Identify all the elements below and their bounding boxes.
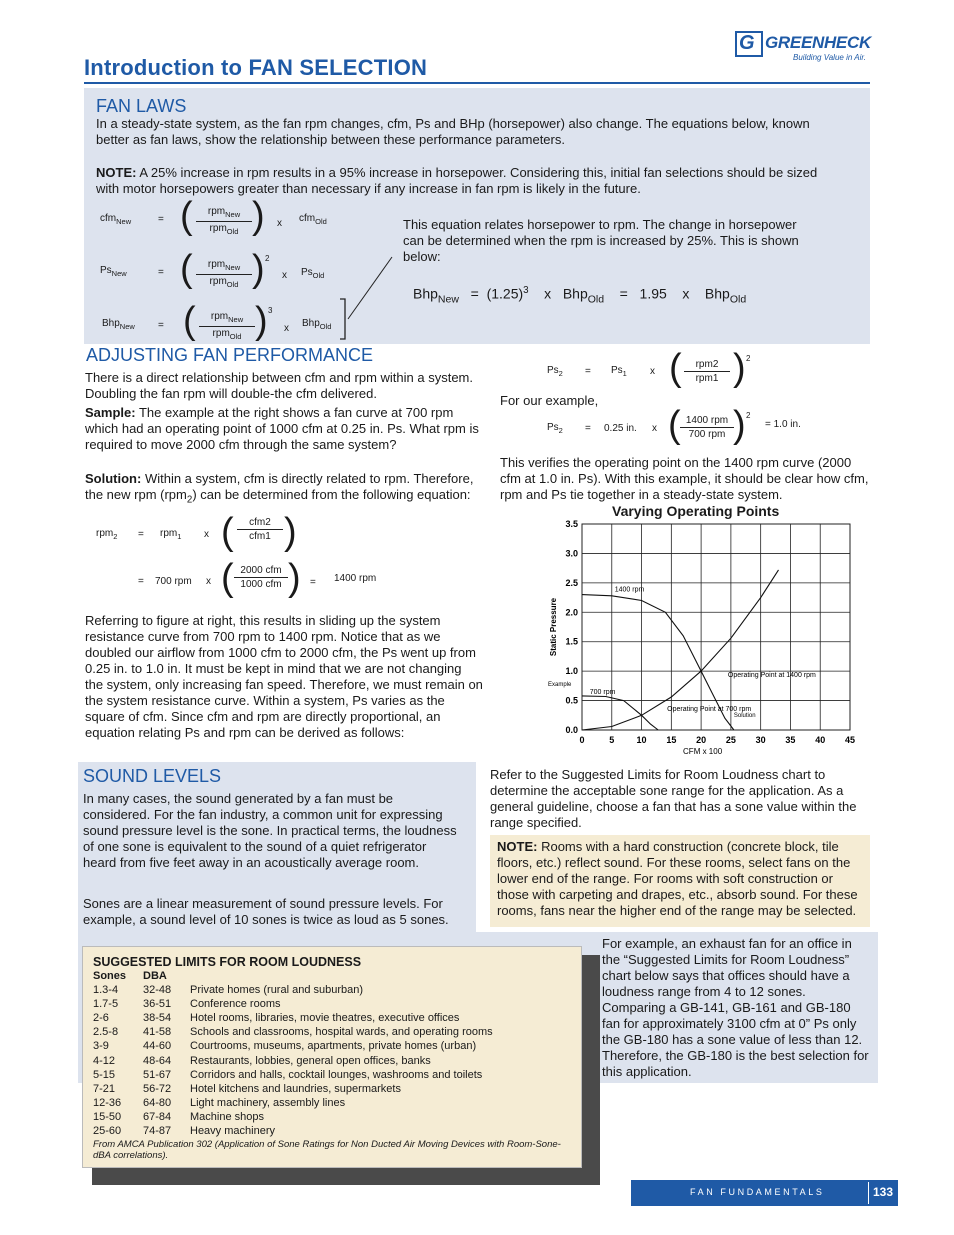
- fan-laws-note: NOTE: A 25% increase in rpm results in a 95% increase in horsepower. Considering this, initial fan selections should be sized with motor horsepowers greater than necessary if any increase in fan rpm is likely in the future.: [96, 165, 818, 196]
- table-title: SUGGESTED LIMITS FOR ROOM LOUDNESS: [93, 955, 362, 969]
- eq-ps-example-frac: 1400 rpm 700 rpm: [680, 414, 734, 441]
- x-tick-label: 20: [696, 735, 707, 745]
- eq-ps-frac: rpm$_{New}$ rpm$_{Old}$: [196, 258, 252, 291]
- room-type-cell: Hotel kitchens and laundries, supermarkets: [190, 1082, 401, 1095]
- eq-bhp-lhs: Bhp$_{New}$: [102, 318, 135, 331]
- page-title: Introduction to FAN SELECTION: [84, 55, 428, 80]
- footer-divider: [868, 1182, 869, 1204]
- room-type-cell: Courtrooms, museums, apartments, private homes (urban): [190, 1040, 477, 1053]
- series-label-700: 700 rpm: [589, 688, 616, 696]
- adjusting-intro: There is a direct relationship between cfm and rpm within a system. Doubling the fan rpm will double-the cfm delivered.: [85, 370, 474, 401]
- sones-cell: 3-9: [93, 1040, 109, 1053]
- dba-cell: 64-80: [143, 1096, 172, 1109]
- sound-example: For example, an exhaust fan for an office in the “Suggested Limits for Room Loudness” chart below says that offices should have a loudness range from 4 to 12 sones. Comparing a GB-141, GB-161 and GB-180 fan for approximately 3100 cfm at 0” Ps only the GB-180 has a sone value of less than 12. Therefore, the GB-180 is the best selection for this application.: [602, 936, 869, 1079]
- dba-cell: 38-54: [143, 1012, 172, 1025]
- x-tick-label: 5: [609, 735, 615, 745]
- eq-ps-rpm-frac: rpm2 rpm1: [684, 358, 730, 385]
- room-type-cell: Hotel rooms, libraries, movie theatres, executive offices: [190, 1012, 460, 1025]
- sound-intro: In many cases, the sound generated by a fan must be considered. For the fan industry, a common unit for expressing sound pressure level is the sone. In practical terms, the loudness of one sone is equivalent to the sound of a quiet refrigerator heard from five feet away in an acoustically average room.: [83, 791, 457, 870]
- y-tick-label: 3.0: [565, 548, 578, 559]
- adjusting-heading: ADJUSTING FAN PERFORMANCE: [86, 345, 374, 365]
- y-tick-label: 2.5: [565, 577, 578, 588]
- sones-cell: 1.3-4: [93, 984, 119, 996]
- eq-cfm-lhs: cfm$_{New}$: [100, 213, 132, 226]
- dba-cell: 44-60: [143, 1040, 172, 1053]
- room-type-cell: Private homes (rural and suburban): [190, 984, 364, 996]
- fan-laws-intro: In a steady-state system, as the fan rpm changes, cfm, Ps and BHp (horsepower) also change. The equations below, known better as fan laws, show the relationship between these performance parameters.: [96, 116, 810, 147]
- x-tick-label: 15: [666, 735, 677, 745]
- x-tick-label: 45: [844, 735, 856, 745]
- sones-cell: 4-12: [93, 1054, 116, 1067]
- dba-cell: 36-51: [143, 998, 172, 1011]
- y-tick-label: 3.5: [565, 519, 578, 529]
- y-tick-label: 0.0: [565, 725, 578, 735]
- sound-heading: SOUND LEVELS: [83, 766, 222, 786]
- room-type-cell: Schools and classrooms, hospital wards, and operating rooms: [190, 1026, 493, 1039]
- eq-rpm-frac: cfm2 cfm1: [237, 516, 283, 543]
- eq-cfm-frac: rpm$_{New}$ rpm$_{Old}$: [196, 205, 252, 238]
- y-tick-label: 0.5: [565, 695, 578, 706]
- sones-cell: 2-6: [93, 1012, 109, 1025]
- x-tick-label: 10: [636, 735, 647, 745]
- room-type-cell: Heavy machinery: [190, 1125, 275, 1137]
- dba-cell: 67-84: [143, 1110, 172, 1123]
- annotation-solution: Solution: [733, 713, 756, 720]
- sones-cell: 12-36: [93, 1096, 122, 1109]
- eq-bhp-frac: rpm$_{New}$ rpm$_{Old}$: [199, 310, 255, 343]
- logo-tagline: Building Value in Air.: [793, 53, 866, 62]
- sones-cell: 1.7-5: [93, 998, 119, 1011]
- sones-cell: 15-50: [93, 1110, 122, 1123]
- annotation-operating-700: Operating Point at 700 rpm: [667, 706, 752, 714]
- sound-linear: Sones are a linear measurement of sound pressure levels. For example, a sound level of 10 sones is twice as loud as 5 sones.: [83, 896, 449, 927]
- x-tick-label: 25: [725, 735, 736, 745]
- loudness-table: SUGGESTED LIMITS FOR ROOM LOUDNESS Sones DBA 1.3-4 32-48 Private homes (rural and suburban) 1.7-5 36-51 Conference rooms 2-6 38-54 Hotel rooms, libraries, movie theatres, executive offices 2.5-8 41-58 Schools and classrooms, hospital wards, and operating rooms 3-9 44-60 Courtrooms, museums, apartments, private homes (urban) 4-12 48-64 Restaurants, lobbies, general open offices, banks 5-15 51-67 Corridors and halls, cocktail lounges, washrooms and toilets 7-21 56-72 Hotel kitchens and laundries, supermarkets 12-36 64-80 Light machinery, assembly lines 15-50 67-84 Machine shops 25-60 74-87 Heavy machinery From AMCA Publication 302 (Application of Sone Ratings for Non Ducted Air Moving Devices with Room-Sone-dBA correlations).: [82, 946, 582, 1168]
- sound-chart-ref: Refer to the Suggested Limits for Room Loudness chart to determine the acceptable sone range for the application. As a general guideline, choose a fan that has a sone value within the range specified.: [490, 767, 857, 830]
- bhp-increase-equation: Bhp$_{New}$ = $(1.25)^3$ x Bhp$_{Old}$ = 1.95 x Bhp$_{Old}$: [413, 285, 747, 306]
- chart-title: Varying Operating Points: [612, 503, 780, 519]
- room-type-cell: Conference rooms: [190, 998, 281, 1011]
- annotation-example: Example: [548, 681, 572, 688]
- eq-rpm2-result: 1400 rpm: [334, 573, 377, 584]
- y-tick-label: 1.5: [565, 636, 578, 647]
- dba-cell: 41-58: [143, 1026, 172, 1039]
- room-type-cell: Light machinery, assembly lines: [190, 1096, 346, 1109]
- annotation-operating-1400: Operating Point at 1400 rpm: [727, 672, 816, 680]
- x-tick-label: 0: [579, 735, 585, 745]
- room-type-cell: Machine shops: [190, 1110, 264, 1123]
- series-label-1400: 1400 rpm: [614, 586, 645, 594]
- logo-word: GREENHECK: [765, 33, 871, 52]
- room-type-cell: Restaurants, lobbies, general open offices, banks: [190, 1054, 431, 1067]
- adjusting-explanation: Referring to figure at right, this results in sliding up the system resistance curve from 700 rpm to 1400 rpm. Notice that as we doubled our airflow from 1000 cfm to 2000 cfm, the Ps went up from 0.25 in. to 1.0 in. It must be kept in mind that we are not changing the system, only increasing fan speed. Therefore, we must remain on the system resistance curve. Within a system, Ps varies as the square of cfm. Since cfm and rpm are directly proportional, an equation relating Ps and rpm can be derived as follows:: [85, 613, 483, 740]
- y-tick-label: 1.0: [565, 666, 578, 677]
- title-rule: [84, 82, 870, 84]
- y-tick-label: 2.0: [565, 607, 578, 618]
- dba-cell: 56-72: [143, 1082, 172, 1095]
- for-our-example: For our example,: [500, 393, 599, 408]
- adjusting-sample: Sample: The example at the right shows a fan curve at 700 rpm which had an operating point of 1000 cfm at 0.25 in. Ps. What rpm is required to move 2000 cfm through the same system?: [85, 405, 479, 452]
- sones-cell: 2.5-8: [93, 1026, 119, 1039]
- fan-laws-heading: FAN LAWS: [96, 96, 187, 116]
- fan-laws-eq-explain: This equation relates horsepower to rpm. The change in horsepower can be determined when the rpm is increased by 25%. This is shown below:: [403, 217, 799, 264]
- page-number: 133: [873, 1185, 894, 1199]
- footer-label: FAN FUNDAMENTALS: [690, 1187, 825, 1197]
- y-axis-label: Static Pressure: [549, 597, 558, 657]
- plot-frame: [582, 524, 850, 730]
- eq-ps-lhs: $Ps_{New}$: [100, 265, 127, 278]
- table-source: From AMCA Publication 302 (Application of Sone Ratings for Non Ducted Air Moving Devices with Room-Sone-dBA correlations).: [93, 1139, 561, 1161]
- eq-rpm-lhs: rpm$_2$: [96, 528, 118, 541]
- series-line-700-rpm: [582, 696, 658, 730]
- eq-rpm2-frac: 2000 cfm 1000 cfm: [234, 564, 288, 591]
- x-tick-label: 35: [785, 735, 796, 745]
- adjusting-solution: Solution: Within a system, cfm is directly related to rpm. Therefore, the new rpm (rpm$_2$) can be determined from the following equation:: [85, 471, 474, 506]
- sound-note: NOTE: Rooms with a hard construction (concrete block, tile floors, etc.) reflect sound. For these rooms, select fans on the lower end of the range. For rooms with soft construction or those with carpeting and drapes, etc., absorb sound. For these rooms, fans near the higher end of the range may be selected.: [497, 839, 858, 918]
- x-axis-label: CFM x 100: [683, 747, 723, 756]
- sones-cell: 25-60: [93, 1125, 122, 1137]
- eq-rpm2-lhs: 700 rpm: [155, 576, 192, 587]
- eq-ps-example-lhs: $Ps_2$: [547, 422, 563, 435]
- x-tick-label: 40: [815, 735, 826, 745]
- sones-cell: 7-21: [93, 1082, 116, 1095]
- room-type-cell: Corridors and halls, cocktail lounges, washrooms and toilets: [190, 1068, 483, 1081]
- eq-ps-rpm-lhs: $Ps_2$: [547, 365, 563, 378]
- verify-text: This verifies the operating point on the 1400 rpm curve (2000 cfm at 1.0 in. Ps). With this example, it should be clear how cfm, rpm and Ps tie together in a steady-state system.: [500, 455, 869, 502]
- dba-cell: 32-48: [143, 984, 172, 996]
- sones-cell: 5-15: [93, 1068, 116, 1081]
- dba-cell: 51-67: [143, 1068, 172, 1081]
- greenheck-logo: G GREENHECK Building Value in Air.: [735, 31, 875, 67]
- dba-cell: 48-64: [143, 1054, 172, 1067]
- bhp-bracket-pointer: [336, 255, 396, 341]
- x-tick-label: 30: [755, 735, 766, 745]
- operating-points-chart: [536, 518, 866, 756]
- dba-cell: 74-87: [143, 1125, 172, 1137]
